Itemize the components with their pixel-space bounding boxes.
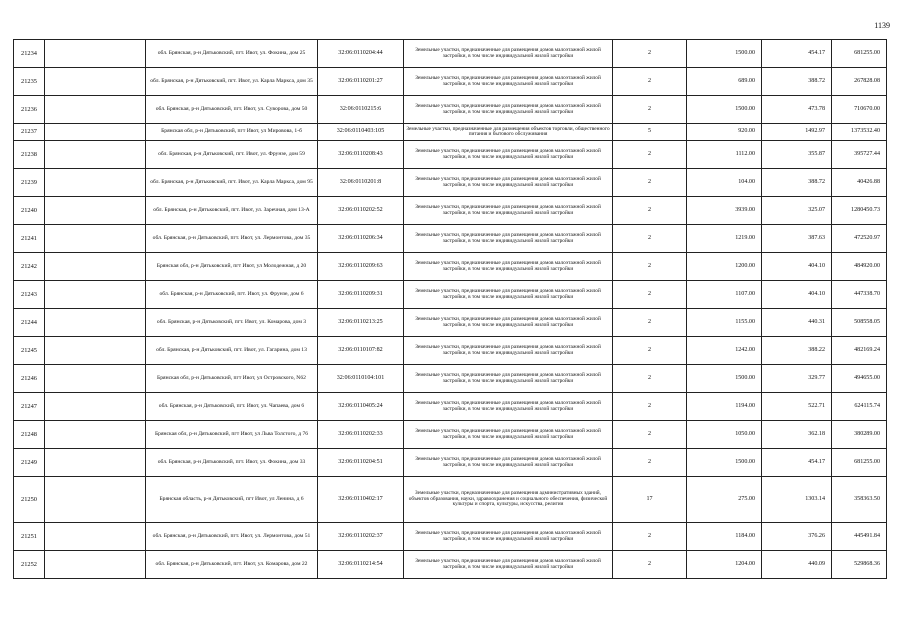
cell-land-use: Земельные участки, предназначенные для размещения домов малоэтажной жилой застройки, в том числе индивидуальной жилой застройки xyxy=(404,449,613,477)
cell-record-id: 21248 xyxy=(14,421,45,449)
cell-address: обл. Брянская, р-н Дятьковский, пгт. Ивот, ул. Фокина, дом 25 xyxy=(146,40,318,68)
cell-cadastral-value: 482169.24 xyxy=(832,337,887,365)
cell-area: 1200.00 xyxy=(687,253,762,281)
cell-land-use: Земельные участки, предназначенные для размещения домов малоэтажной жилой застройки, в том числе индивидуальной жилой застройки xyxy=(404,421,613,449)
cell-cadastral-value: 484920.00 xyxy=(832,253,887,281)
cell-specific-value: 440.31 xyxy=(762,309,832,337)
cell-spacer xyxy=(45,281,146,309)
cell-land-use: Земельные участки, предназначенные для размещения домов малоэтажной жилой застройки, в том числе индивидуальной жилой застройки xyxy=(404,253,613,281)
cell-address: Брянская обл, р-н Дятьковский, пгт Ивот, ул Мировова, 1-б xyxy=(146,124,318,141)
cell-address: обл. Брянская, р-н Дятьковский, пгт. Ивот, ул. Фрунзе, дом 59 xyxy=(146,141,318,169)
cell-address: Брянская обл, р-н Дятьковский, пгт Ивот, ул Островского, N62 xyxy=(146,365,318,393)
cell-cadastral-number: 32:06:0110104:101 xyxy=(318,365,404,393)
cell-address: обл. Брянская, р-н Дятьковский, пгт. Ивот, ул. Карла Маркса, дом 35 xyxy=(146,68,318,96)
table-row xyxy=(14,169,887,197)
cell-address: обл. Брянская, р-н Дятьковский, пгт. Ивот, ул. Лермонтова, дом 35 xyxy=(146,225,318,253)
cell-land-use: Земельные участки, предназначенные для размещения административных зданий, объектов образования, науки, здравоохранения и социального обеспечения, физической культуры и спорта, культуры, искусства, религии xyxy=(404,477,613,523)
cell-cadastral-value: 380289.00 xyxy=(832,421,887,449)
cell-record-id: 21236 xyxy=(14,96,45,124)
cell-spacer xyxy=(45,40,146,68)
cell-specific-value: 388.72 xyxy=(762,169,832,197)
cell-land-use: Земельные участки, предназначенные для размещения домов малоэтажной жилой застройки, в том числе индивидуальной жилой застройки xyxy=(404,281,613,309)
table-row xyxy=(14,141,887,169)
cell-specific-value: 473.78 xyxy=(762,96,832,124)
table-row xyxy=(14,523,887,551)
cell-record-id: 21249 xyxy=(14,449,45,477)
table-body xyxy=(14,40,887,579)
cell-specific-value: 329.77 xyxy=(762,365,832,393)
cell-area: 104.00 xyxy=(687,169,762,197)
cell-group: 2 xyxy=(613,281,687,309)
table-row xyxy=(14,281,887,309)
cell-record-id: 21247 xyxy=(14,393,45,421)
cell-group: 2 xyxy=(613,309,687,337)
cell-area: 689.00 xyxy=(687,68,762,96)
cell-specific-value: 387.63 xyxy=(762,225,832,253)
cell-land-use: Земельные участки, предназначенные для размещения домов малоэтажной жилой застройки, в том числе индивидуальной жилой застройки xyxy=(404,141,613,169)
cell-cadastral-value: 267828.08 xyxy=(832,68,887,96)
cell-area: 3939.00 xyxy=(687,197,762,225)
cell-specific-value: 362.18 xyxy=(762,421,832,449)
cell-specific-value: 388.72 xyxy=(762,68,832,96)
cell-land-use: Земельные участки, предназначенные для размещения домов малоэтажной жилой застройки, в том числе индивидуальной жилой застройки xyxy=(404,523,613,551)
cell-record-id: 21246 xyxy=(14,365,45,393)
cell-cadastral-number: 32:06:0110204:44 xyxy=(318,40,404,68)
cell-area: 1184.00 xyxy=(687,523,762,551)
table-row xyxy=(14,225,887,253)
table-row xyxy=(14,309,887,337)
cell-spacer xyxy=(45,337,146,365)
cell-specific-value: 376.26 xyxy=(762,523,832,551)
cell-record-id: 21235 xyxy=(14,68,45,96)
cell-cadastral-number: 32:06:0110206:34 xyxy=(318,225,404,253)
cell-specific-value: 454.17 xyxy=(762,40,832,68)
cell-land-use: Земельные участки, предназначенные для размещения домов малоэтажной жилой застройки, в том числе индивидуальной жилой застройки xyxy=(404,169,613,197)
cell-group: 2 xyxy=(613,169,687,197)
cell-cadastral-value: 447338.70 xyxy=(832,281,887,309)
cell-specific-value: 1492.97 xyxy=(762,124,832,141)
cadastral-value-table xyxy=(13,39,887,579)
cell-land-use: Земельные участки, предназначенные для размещения домов малоэтажной жилой застройки, в том числе индивидуальной жилой застройки xyxy=(404,309,613,337)
cell-group: 2 xyxy=(613,68,687,96)
cell-spacer xyxy=(45,421,146,449)
cell-spacer xyxy=(45,141,146,169)
cell-specific-value: 325.07 xyxy=(762,197,832,225)
cell-group: 2 xyxy=(613,449,687,477)
table-row xyxy=(14,477,887,523)
cell-spacer xyxy=(45,96,146,124)
cell-cadastral-value: 508558.05 xyxy=(832,309,887,337)
cell-cadastral-value: 445491.84 xyxy=(832,523,887,551)
cell-cadastral-number: 32:06:0110214:54 xyxy=(318,551,404,579)
cell-cadastral-number: 32:06:0110204:51 xyxy=(318,449,404,477)
cell-land-use: Земельные участки, предназначенные для размещения объектов торговли, общественного питания и бытового обслуживания xyxy=(404,124,613,141)
cell-cadastral-number: 32:06:0110107:82 xyxy=(318,337,404,365)
cell-address: обл. Брянская, р-н Дятьковский, пгт. Ивот, ул. Чапаева, дом 6 xyxy=(146,393,318,421)
cell-land-use: Земельные участки, предназначенные для размещения домов малоэтажной жилой застройки, в том числе индивидуальной жилой застройки xyxy=(404,393,613,421)
cell-spacer xyxy=(45,551,146,579)
cell-area: 1155.00 xyxy=(687,309,762,337)
cell-spacer xyxy=(45,449,146,477)
cell-address: обл. Брянская, р-н Дятьковский, пгт. Ивот, ул. Комарова, дом 3 xyxy=(146,309,318,337)
cell-address: обл. Брянская, р-н Дятьковский, пгт. Ивот, ул. Фокина, дом 33 xyxy=(146,449,318,477)
cell-address: обл. Брянская, р-н Дятьковский, пгт. Ивот, ул. Гагарина, дом 13 xyxy=(146,337,318,365)
cell-address: Брянская обл, р-н Дятьковский, пгт Ивот, ул Льва Толстого, д 76 xyxy=(146,421,318,449)
cell-area: 1242.00 xyxy=(687,337,762,365)
table-row xyxy=(14,337,887,365)
cell-cadastral-value: 358363.50 xyxy=(832,477,887,523)
cell-specific-value: 440.09 xyxy=(762,551,832,579)
cell-cadastral-value: 681255.00 xyxy=(832,40,887,68)
cell-cadastral-number: 32:06:0110209:63 xyxy=(318,253,404,281)
cell-specific-value: 454.17 xyxy=(762,449,832,477)
cell-cadastral-value: 681255.00 xyxy=(832,449,887,477)
table-row xyxy=(14,124,887,141)
cell-spacer xyxy=(45,68,146,96)
cell-specific-value: 355.87 xyxy=(762,141,832,169)
cell-cadastral-number: 32:06:0110213:25 xyxy=(318,309,404,337)
cell-area: 1500.00 xyxy=(687,96,762,124)
cell-group: 2 xyxy=(613,523,687,551)
cell-address: обл. Брянская, р-н Дятьковский, пгт. Ивот, ул. Лермонтова, дом 51 xyxy=(146,523,318,551)
cell-land-use: Земельные участки, предназначенные для размещения домов малоэтажной жилой застройки, в том числе индивидуальной жилой застройки xyxy=(404,96,613,124)
cell-cadastral-value: 494655.00 xyxy=(832,365,887,393)
cell-cadastral-value: 1373532.40 xyxy=(832,124,887,141)
cell-land-use: Земельные участки, предназначенные для размещения домов малоэтажной жилой застройки, в том числе индивидуальной жилой застройки xyxy=(404,337,613,365)
table-row xyxy=(14,68,887,96)
cell-cadastral-value: 529868.36 xyxy=(832,551,887,579)
cell-cadastral-value: 395727.44 xyxy=(832,141,887,169)
cell-address: обл. Брянская, р-н Дятьковский, пгт. Ивот, ул. Фрунзе, дом 6 xyxy=(146,281,318,309)
cell-cadastral-value: 624115.74 xyxy=(832,393,887,421)
cell-record-id: 21234 xyxy=(14,40,45,68)
cell-spacer xyxy=(45,393,146,421)
cell-address: Брянская обл, р-н Дятьковский, пгт Ивот, ул Молодежная, д 20 xyxy=(146,253,318,281)
cell-address: обл. Брянская, р-н Дятьковский, пгт. Ивот, ул. Карла Маркса, дом 95 xyxy=(146,169,318,197)
cell-land-use: Земельные участки, предназначенные для размещения домов малоэтажной жилой застройки, в том числе индивидуальной жилой застройки xyxy=(404,68,613,96)
cell-area: 1194.00 xyxy=(687,393,762,421)
cell-cadastral-number: 32:06:0110202:37 xyxy=(318,523,404,551)
cell-area: 920.00 xyxy=(687,124,762,141)
cell-spacer xyxy=(45,197,146,225)
cell-land-use: Земельные участки, предназначенные для размещения домов малоэтажной жилой застройки, в том числе индивидуальной жилой застройки xyxy=(404,225,613,253)
cell-specific-value: 522.71 xyxy=(762,393,832,421)
cell-cadastral-number: 32:06:0110209:31 xyxy=(318,281,404,309)
page-number: 1139 xyxy=(874,21,890,30)
cell-record-id: 21251 xyxy=(14,523,45,551)
cell-specific-value: 388.22 xyxy=(762,337,832,365)
cell-record-id: 21237 xyxy=(14,124,45,141)
cell-land-use: Земельные участки, предназначенные для размещения домов малоэтажной жилой застройки, в том числе индивидуальной жилой застройки xyxy=(404,551,613,579)
cell-group: 2 xyxy=(613,393,687,421)
cell-cadastral-number: 32:06:0110402:17 xyxy=(318,477,404,523)
cell-specific-value: 404.10 xyxy=(762,253,832,281)
cell-group: 2 xyxy=(613,141,687,169)
cell-spacer xyxy=(45,477,146,523)
cell-address: Брянская область, р-н Дятьковский, пгт Ивот, ул Ленина, д 6 xyxy=(146,477,318,523)
cell-spacer xyxy=(45,365,146,393)
cell-record-id: 21238 xyxy=(14,141,45,169)
table-row xyxy=(14,96,887,124)
cell-cadastral-value: 710670.00 xyxy=(832,96,887,124)
cell-area: 1112.00 xyxy=(687,141,762,169)
cell-group: 2 xyxy=(613,337,687,365)
table-row xyxy=(14,449,887,477)
cell-record-id: 21243 xyxy=(14,281,45,309)
cell-address: обл. Брянская, р-н Дятьковский, пгт. Ивот, ул. Суворова, дом 50 xyxy=(146,96,318,124)
cell-group: 2 xyxy=(613,225,687,253)
cell-group: 2 xyxy=(613,421,687,449)
cell-spacer xyxy=(45,225,146,253)
cell-group: 2 xyxy=(613,253,687,281)
cell-cadastral-number: 32:06:0110202:52 xyxy=(318,197,404,225)
table-row xyxy=(14,197,887,225)
cell-record-id: 21244 xyxy=(14,309,45,337)
cell-record-id: 21250 xyxy=(14,477,45,523)
cell-record-id: 21245 xyxy=(14,337,45,365)
cell-area: 275.00 xyxy=(687,477,762,523)
table-row xyxy=(14,365,887,393)
cell-cadastral-number: 32:06:0110405:24 xyxy=(318,393,404,421)
cell-cadastral-number: 32:06:0110202:33 xyxy=(318,421,404,449)
cell-cadastral-value: 40426.88 xyxy=(832,169,887,197)
cell-record-id: 21242 xyxy=(14,253,45,281)
cell-cadastral-number: 32:06:0110208:43 xyxy=(318,141,404,169)
table-row xyxy=(14,421,887,449)
cell-area: 1500.00 xyxy=(687,40,762,68)
cell-cadastral-number: 32:06:0110201:8 xyxy=(318,169,404,197)
cell-address: обл. Брянская, р-н Дятьковский, пгт. Ивот, ул. Комарова, дом 22 xyxy=(146,551,318,579)
cell-record-id: 21240 xyxy=(14,197,45,225)
cell-area: 1050.00 xyxy=(687,421,762,449)
cell-spacer xyxy=(45,309,146,337)
cell-record-id: 21241 xyxy=(14,225,45,253)
cell-specific-value: 404.10 xyxy=(762,281,832,309)
cell-area: 1219.00 xyxy=(687,225,762,253)
cell-group: 2 xyxy=(613,551,687,579)
cell-group: 2 xyxy=(613,197,687,225)
cell-record-id: 21252 xyxy=(14,551,45,579)
cell-spacer xyxy=(45,124,146,141)
cell-cadastral-number: 32:06:0110215:6 xyxy=(318,96,404,124)
cell-cadastral-value: 1280450.73 xyxy=(832,197,887,225)
cell-land-use: Земельные участки, предназначенные для размещения домов малоэтажной жилой застройки, в том числе индивидуальной жилой застройки xyxy=(404,40,613,68)
cell-area: 1204.00 xyxy=(687,551,762,579)
table-row xyxy=(14,253,887,281)
cell-area: 1500.00 xyxy=(687,365,762,393)
cell-land-use: Земельные участки, предназначенные для размещения домов малоэтажной жилой застройки, в том числе индивидуальной жилой застройки xyxy=(404,365,613,393)
cell-record-id: 21239 xyxy=(14,169,45,197)
cell-area: 1107.00 xyxy=(687,281,762,309)
table-row xyxy=(14,551,887,579)
table-row xyxy=(14,393,887,421)
cell-cadastral-number: 32:06:0110403:105 xyxy=(318,124,404,141)
cell-spacer xyxy=(45,253,146,281)
cell-group: 2 xyxy=(613,40,687,68)
cell-spacer xyxy=(45,523,146,551)
cell-cadastral-number: 32:06:0110201:27 xyxy=(318,68,404,96)
cell-area: 1500.00 xyxy=(687,449,762,477)
cell-address: обл. Брянская, р-н Дятьковский, пгт. Ивот, ул. Заречная, дом 13-А xyxy=(146,197,318,225)
cell-spacer xyxy=(45,169,146,197)
cell-specific-value: 1303.14 xyxy=(762,477,832,523)
cell-land-use: Земельные участки, предназначенные для размещения домов малоэтажной жилой застройки, в том числе индивидуальной жилой застройки xyxy=(404,197,613,225)
cell-group: 17 xyxy=(613,477,687,523)
cell-cadastral-value: 472520.97 xyxy=(832,225,887,253)
cell-group: 2 xyxy=(613,365,687,393)
cell-group: 5 xyxy=(613,124,687,141)
cell-group: 2 xyxy=(613,96,687,124)
table-row xyxy=(14,40,887,68)
